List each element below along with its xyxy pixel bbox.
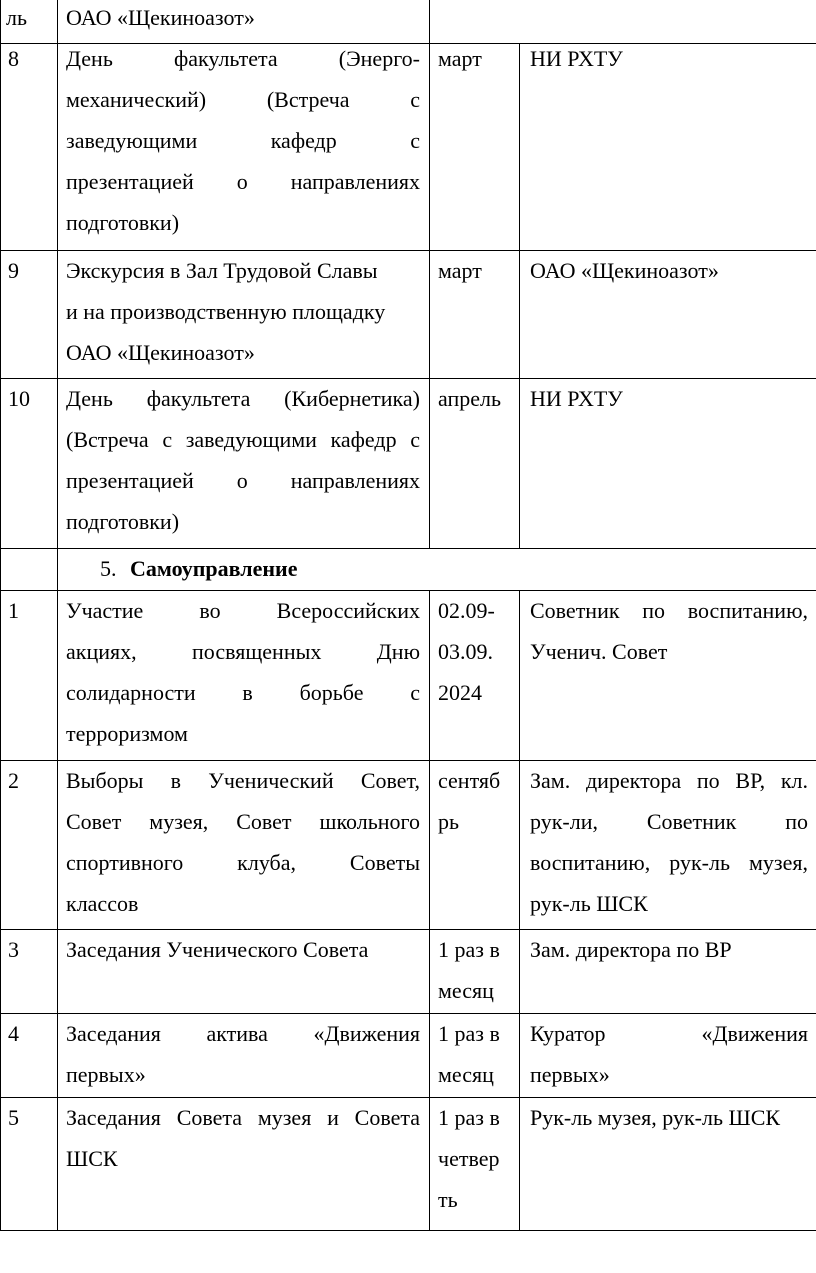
row-number: 8 <box>8 46 19 71</box>
event-line: презентацией о направлениях <box>66 468 420 493</box>
responsible-line: Рук-ль музея, рук-ль ШСК <box>530 1105 781 1130</box>
event-line: классов <box>66 891 139 916</box>
table-rule <box>0 548 816 549</box>
event-line: Заседания актива «Движения <box>66 1021 420 1046</box>
event-cell <box>66 38 420 243</box>
date-line: месяц <box>438 978 494 1003</box>
responsible-cell <box>530 929 808 970</box>
date-line: 03.09. <box>438 639 493 664</box>
event-cell <box>66 250 420 373</box>
date-cell <box>438 929 500 1011</box>
responsible-line: Советник по воспитанию, <box>530 598 808 623</box>
section-title: Самоуправление <box>130 556 298 581</box>
event-cell <box>66 378 420 542</box>
row-number: 1 <box>8 598 19 623</box>
date-cell <box>438 590 495 713</box>
responsible-line: воспитанию, рук-ль музея, <box>530 850 808 875</box>
event-line: механический) (Встреча с <box>66 87 420 112</box>
row-number: 5 <box>8 1105 19 1130</box>
event-line: и на производственную площадку <box>66 299 386 324</box>
event-line: ОАО «Щекиноазот» <box>66 340 255 365</box>
row-number: 2 <box>8 768 19 793</box>
responsible-line: рук-ли, Советник по <box>530 809 808 834</box>
responsible-line: Ученич. Совет <box>530 639 668 664</box>
event-line: акциях, посвященных Дню <box>66 639 420 664</box>
event-cell <box>66 1013 420 1095</box>
event-cell <box>66 760 420 924</box>
event-line: первых» <box>66 1062 146 1087</box>
responsible-line: Куратор «Движения <box>530 1021 808 1046</box>
event-line: День факультета (Энерго- <box>66 46 420 71</box>
date-line: 1 раз в <box>438 1105 500 1130</box>
date-cell: март <box>438 258 482 283</box>
table-rule <box>0 1230 816 1231</box>
table-rule <box>57 0 58 1231</box>
event-cell: ОАО «Щекиноазот» <box>66 5 255 30</box>
event-line: Совет музея, Совет школьного <box>66 809 420 834</box>
event-line: Выборы в Ученический Совет, <box>66 768 420 793</box>
date-cell <box>438 1013 500 1095</box>
event-line: презентацией о направлениях <box>66 169 420 194</box>
date-line: сентяб <box>438 768 501 793</box>
date-line: четвер <box>438 1146 500 1171</box>
event-cell <box>66 590 420 754</box>
event-line: заведующими кафедр с <box>66 128 420 153</box>
date-line: рь <box>438 809 460 834</box>
row-number: 9 <box>8 258 19 283</box>
row-number: ль <box>6 5 28 30</box>
table-rule <box>429 590 430 1231</box>
date-cell: март <box>438 46 482 71</box>
event-line: Заседания Совета музея и Совета <box>66 1105 420 1130</box>
date-line: 1 раз в <box>438 937 500 962</box>
row-number: 3 <box>8 937 19 962</box>
date-line: 1 раз в <box>438 1021 500 1046</box>
event-line: ШСК <box>66 1146 118 1171</box>
date-line: ть <box>438 1187 458 1212</box>
responsible-line: первых» <box>530 1062 610 1087</box>
event-line: спортивного клуба, Советы <box>66 850 420 875</box>
event-line: День факультета (Кибернетика) <box>66 386 420 411</box>
event-line: (Встреча с заведующими кафедр с <box>66 427 420 452</box>
responsible-cell <box>530 1097 808 1138</box>
responsible-cell: НИ РХТУ <box>530 46 623 71</box>
table-rule <box>519 43 520 549</box>
responsible-line: Зам. директора по ВР, кл. <box>530 768 808 793</box>
event-line: солидарности в борьбе с <box>66 680 420 705</box>
event-line: подготовки) <box>66 509 180 534</box>
event-line: терроризмом <box>66 721 188 746</box>
date-line: 2024 <box>438 680 482 705</box>
date-cell <box>438 1097 500 1220</box>
responsible-line: Зам. директора по ВР <box>530 937 732 962</box>
event-line: Экскурсия в Зал Трудовой Славы <box>66 258 378 283</box>
event-line: Участие во Всероссийских <box>66 598 420 623</box>
table-rule <box>429 0 430 549</box>
responsible-cell <box>530 590 808 672</box>
date-cell <box>438 760 500 842</box>
date-cell: апрель <box>438 386 502 411</box>
responsible-cell <box>530 760 808 924</box>
date-line: месяц <box>438 1062 494 1087</box>
responsible-cell <box>530 1013 808 1095</box>
row-number: 4 <box>8 1021 19 1046</box>
section-number: 5. <box>100 556 117 581</box>
event-line: подготовки) <box>66 210 180 235</box>
event-cell <box>66 1097 420 1179</box>
table-rule <box>519 590 520 1231</box>
row-number: 10 <box>8 386 30 411</box>
responsible-cell: НИ РХТУ <box>530 386 623 411</box>
event-cell <box>66 929 420 970</box>
responsible-cell: ОАО «Щекиноазот» <box>530 258 719 283</box>
date-line: 02.09- <box>438 598 495 623</box>
event-line: Заседания Ученического Совета <box>66 937 369 962</box>
responsible-line: рук-ль ШСК <box>530 891 648 916</box>
table-rule <box>0 0 1 1231</box>
